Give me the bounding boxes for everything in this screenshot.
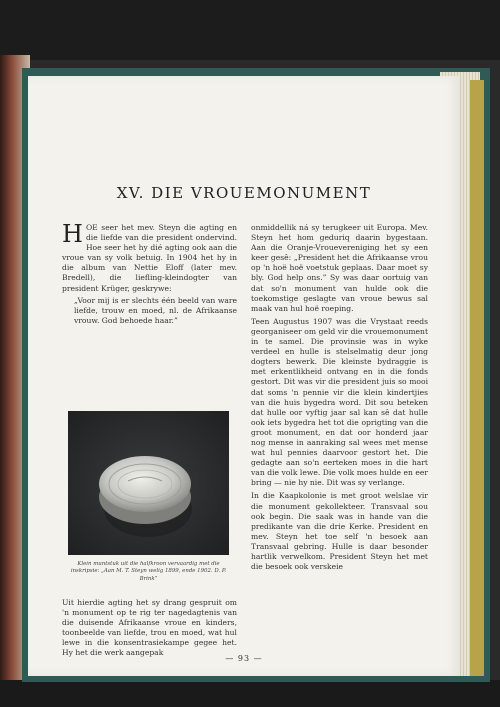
intro-text: OE seer het mev. Steyn die agting en die liefde van die president ondervind. Hoe seer het hy dié agting ook aan die vroue van sy volk betuig. In 1904 het hy in die album van Nettie Eloff (later mev. Bredell), die liefling-kleindogter van president Krüger, geskrywe: [62,223,237,293]
monument-paragraph: Uit hierdie agting het sy drang gespruit om 'n monument op te rig ter nagedagtenis van die duisende Afrikaanse vroue en kinders, toonbeelde van liefde, trou en moed, wat hul lewe in die konsentrasiekampe gegee het. Hy het die werk aangepak [62,598,237,658]
drop-cap: H [62,220,83,248]
album-quote: „Voor mij is er slechts één beeld van ware liefde, trouw en moed, nl. de Afrikaanse vrouw. God behoede haar.” [74,295,237,325]
book-page [28,76,460,676]
photo-caption: Klein muntstuk uit die halfkroon vervaardig met die inskripsie: „Aan M. T. Steyn welig 1899, ende 1902. D. P. Brink” [70,561,227,582]
coin-image [68,411,229,555]
coin-photo [68,411,229,555]
left-column [62,220,237,326]
left-column-lower [62,598,237,659]
background-bottom [0,680,500,707]
right-paragraph-2: Teen Augustus 1907 was die Vrystaat reeds georganiseer om geld vir die vrouemonument in te samel. Die provinsie was in wyke verdeel en hulle is stelselmatig deur jong dogters bewerk. Die kleinste bydraggie is met erkentlikheid ontvang en in die fonds gestort. Dit was vir die president juis so mooi dat soms 'n pennie vir die klein kindertjies van die huis bygedra word. Dit sou beteken dat hulle oor vyftig jaar sal kan sê dat hulle ook iets bygedra het tot die oprigting van die groot monument, en dat oor honderd jaar nog mense in aanraking sal wees met mense wat hul pennies daarvoor gestort het. Die gedagte aan so'n eerteken moes in die hart van die volk lewe. Die volk moes hulde en eer bring — nie hy nie. Dit was sy verlange. [251,316,428,488]
right-paragraph-3: In die Kaapkolonie is met groot welslae vir die monument gekollekteer. Transvaal sou ook begin. Die saak was in hande van die predikante van die drie Kerke. President en mev. Steyn het toe self 'n besoek aan Transvaal gebring. Hulle is daar besonder hartlik verwelkom. President Steyn het met die besoek ook verskeie [251,491,428,572]
chapter-title: XV. DIE VROUEMONUMENT [116,184,372,202]
background-top [0,0,500,60]
page-number: — 93 — [225,654,263,663]
right-paragraph-1: onmiddellik ná sy terugkeer uit Europa. Mev. Steyn het hom geduriq daarin bygestaan. Aan die Oranje-Vrouevereniging het sy een keer gesê: „President het die Afrikaanse vrou op 'n hoë hoë voetstuk geplaas. Daar moet sy bly. God help ons.” Sy was daar oortuig van dat so'n monument van hulde ook die toekomstige geslagte van vroue bewus sal maak van hul hoë roeping. [251,223,428,313]
right-column [251,223,428,572]
book-edge-gilt [470,80,484,676]
intro-paragraph [62,220,237,294]
